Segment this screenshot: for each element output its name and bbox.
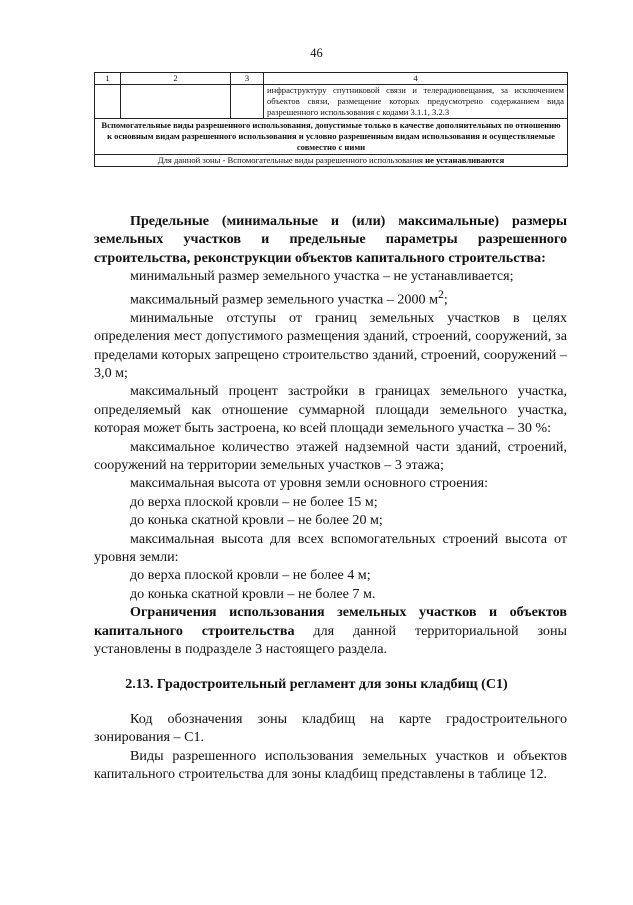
table-group-header-row [95, 119, 568, 155]
limits-min-area: минимальный размер земельного участка – не устанавливается; [130, 268, 514, 285]
aux-uses-header: Вспомогательные виды разрешенного использования, допустимые только в качестве дополнительных по отношению к основным видам разрешенного использования и условно разрешенным видам использования и осуществляемые совместно с ними [95, 119, 568, 155]
table-row [95, 85, 568, 119]
table-note-row [95, 155, 568, 167]
aux-note-text: Для данной зоны - Вспомогательные виды разрешенного использования [157, 155, 426, 165]
limits-height-aux: максимальная высота для всех вспомогательных строений высота от уровня земли: [94, 530, 567, 565]
limits-setbacks: минимальные отступы от границ земельных участков в целях определения мест допустимого размещения зданий, строений, сооружений, за пределами которых запрещено строительство зданий, строений, сооружений – 3,0 м; [94, 309, 567, 381]
limits-flat-roof-aux: до верха плоской кровли – не более 4 м; [130, 567, 371, 584]
limits-height-main: максимальная высота от уровня земли основного строения: [130, 475, 488, 492]
restrictions-rest: для данной территориальной зоны установлены в подразделе 3 настоящего раздела. [94, 622, 567, 658]
max-area-superscript: 2 [438, 287, 444, 301]
section-paragraph-1: Код обозначения зоны кладбищ на карте градостроительного зонирования – С1. [94, 711, 567, 746]
column-number-1: 1 [95, 73, 121, 85]
limits-pitched-roof-main: до конька скатной кровли – не более 20 м; [130, 512, 383, 529]
limits-flat-roof-main: до верха плоской кровли – не более 15 м; [130, 493, 378, 510]
limits-coverage: максимальный процент застройки в границах земельного участка, определяемый как отношение суммарной площади земельного участка, которая может быть застроена, ко всей площади земельного участка – 30 %: [94, 383, 567, 437]
max-area-text: максимальный размер земельного участка – 2000 м [130, 291, 438, 308]
limits-floors: максимальное количество этажей надземной части зданий, строений, сооружений на территории земельных участков – 3 этажа; [94, 438, 567, 473]
table-cell-empty [95, 85, 121, 119]
max-area-end: ; [443, 291, 448, 308]
aux-uses-note [95, 155, 568, 167]
section-paragraph-2: Виды разрешенного использования земельных участков и объектов капитального строительства для зоны кладбищ представлены в таблице 12. [94, 747, 567, 783]
regulations-table [94, 72, 568, 167]
table-cell-empty [231, 85, 264, 119]
aux-note-bold: не устанавливаются [425, 155, 505, 165]
column-number-2: 2 [121, 73, 231, 85]
restrictions-paragraph [94, 603, 567, 658]
limits-pitched-roof-aux: до конька скатной кровли – не более 7 м. [130, 585, 376, 602]
section-body [94, 710, 567, 784]
table-header-row [95, 73, 568, 85]
limits-max-area [94, 286, 567, 309]
page-number: 46 [310, 46, 323, 60]
column-number-3: 3 [231, 73, 264, 85]
limits-heading: Предельные (минимальные и (или) максимальные) размеры земельных участков и предельные параметры разрешенного строительства, реконструкции объектов капитального строительства: [94, 213, 567, 266]
restrictions-bold: Ограничения использования земельных участков и объектов капитального строительства [94, 604, 567, 639]
limits-block [94, 212, 567, 658]
table-cell-description: инфраструктуру спутниковой связи и телерадиовещания, за исключением объектов связи, размещение которых предусмотрено содержанием вида разрешенного использования с кодами 3.1.1, 3.2.3 [264, 85, 568, 119]
table-cell-empty [121, 85, 231, 119]
column-number-4: 4 [264, 73, 568, 85]
section-title: 2.13. Градостроительный регламент для зоны кладбищ (С1) [125, 676, 508, 692]
